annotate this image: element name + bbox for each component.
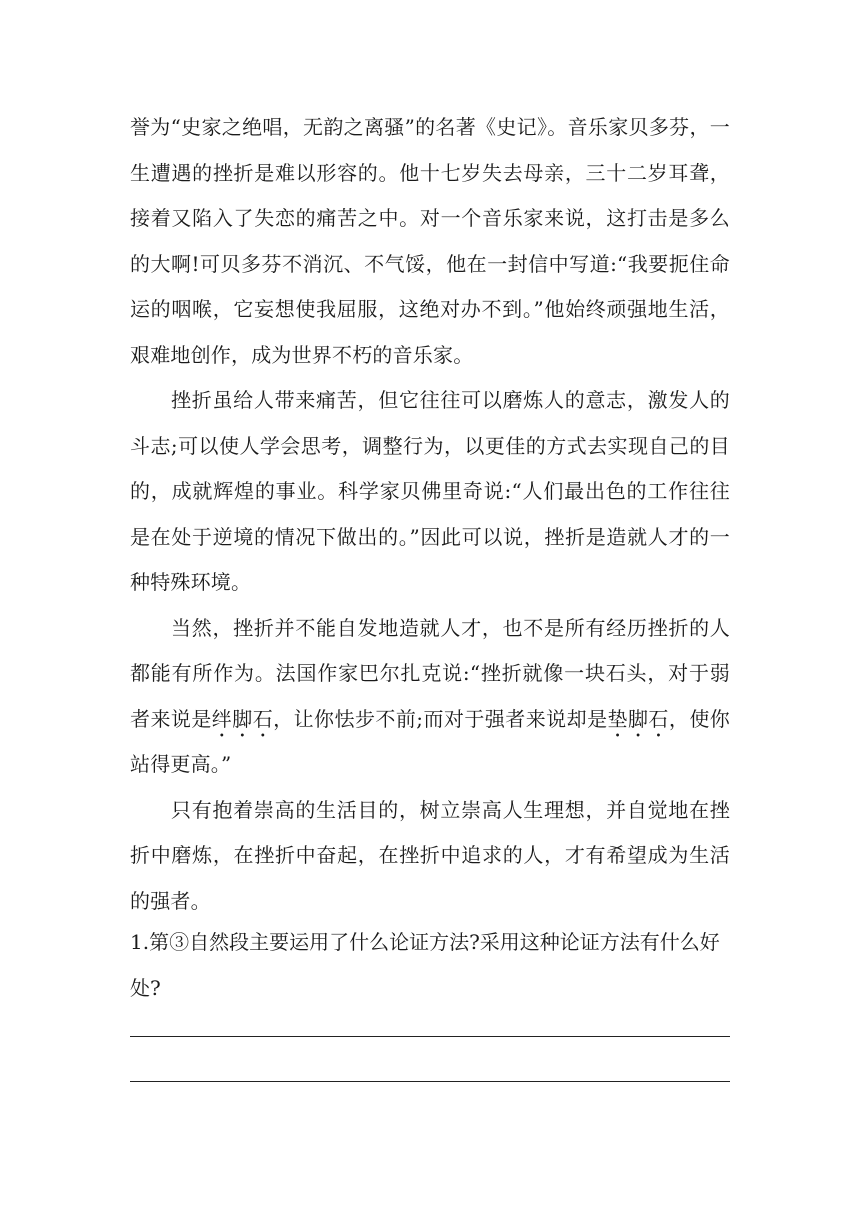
- paragraph-2: 挫折虽给人带来痛苦，但它往往可以磨炼人的意志，激发人的斗志;可以使人学会思考，调整行为，以更佳的方式去实现自己的目的，成就辉煌的事业。科学家贝佛里奇说:“人们最出色的工作往往是在处于逆境的情况下做出的。”因此可以说，挫折是造就人才的一种特殊环境。: [130, 388, 730, 594]
- paragraph-4: 只有抱着崇高的生活目的，树立崇高人生理想，并自觉地在挫折中磨炼，在挫折中奋起，在挫折中追求的人，才有希望成为生活的强者。: [130, 797, 730, 913]
- article-body: [130, 105, 730, 924]
- paragraph-3-text-middle: ，让你怯步不前;而对于强者来说却是: [273, 706, 608, 731]
- paragraph-3-text-after: ，使你站得更高。”: [130, 706, 730, 776]
- paragraph-3: [130, 606, 730, 788]
- answer-line-1[interactable]: [130, 1036, 730, 1037]
- emphasis-stumbling-block: 绊脚石: [211, 706, 274, 731]
- emphasis-stepping-stone: 垫脚石: [607, 706, 669, 731]
- answer-line-2[interactable]: [130, 1081, 730, 1082]
- paragraph-1: 誉为“史家之绝唱，无韵之离骚”的名著《史记》。音乐家贝多芬，一生遭遇的挫折是难以形容的。他十七岁失去母亲，三十二岁耳聋，接着又陷入了失恋的痛苦之中。对一个音乐家来说，这打击是多么的大啊!可贝多芬不消沉、不气馁，他在一封信中写道:“我要扼住命运的咽喉，它妄想使我屈服，这绝对办不到。”他始终顽强地生活，艰难地创作，成为世界不朽的音乐家。: [130, 115, 730, 367]
- paragraph-3-text-before: 当然，挫折并不能自发地造就人才，也不是所有经历挫折的人都能有所作为。法国作家巴尔扎克说:“挫折就像一块石头，对于弱者来说是: [130, 615, 730, 731]
- question-1: 1.第③自然段主要运用了什么论证方法?采用这种论证方法有什么好处?: [130, 930, 720, 1000]
